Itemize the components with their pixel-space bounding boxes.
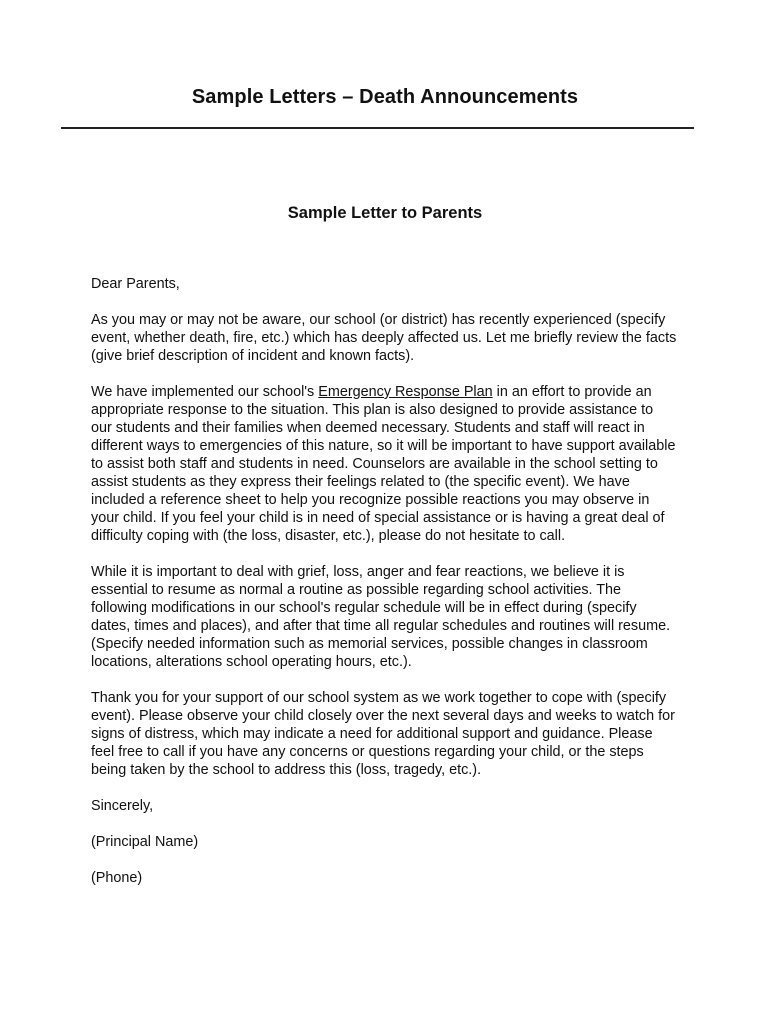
paragraph-2-text: We have implemented our school's [91,384,319,400]
paragraph-2-line: your child. If you feel your child is in need of special assistance or is having a great deal of [91,510,665,526]
paragraph-4-line: signs of distress, which may indicate a need for additional support and guidance. Please [91,726,653,742]
paragraph-2-line: to assist both staff and students in need. Counselors are available in the school setting to [91,456,658,472]
paragraph-2-line: included a reference sheet to help you recognize possible reactions you may observe in [91,492,650,508]
signature-phone: (Phone) [91,870,143,886]
paragraph-3-line: dates, times and places), and after that time all regular schedules and routines will resume. [91,618,671,634]
paragraph-1-line: (give brief description of incident and known facts). [91,348,415,364]
paragraph-4 [91,689,691,779]
emergency-response-plan-link[interactable]: Emergency Response Plan [318,384,493,400]
paragraph-2-line: assist students as they express their feelings related to (the specific event). We have [91,474,630,490]
paragraph-1-line: event, whether death, fire, etc.) which has deeply affected us. Let me briefly review the facts [91,330,677,346]
paragraph-2-first-line [91,383,691,401]
paragraph-3-line: essential to resume as normal a routine as possible regarding school activities. The [91,582,622,598]
paragraph-1 [91,311,691,365]
paragraph-4-line: being taken by the school to address this (loss, tragedy, etc.). [91,762,482,778]
paragraph-3 [91,563,691,671]
document-title: Sample Letters – Death Announcements [191,86,579,108]
paragraph-3-line: (Specify needed information such as memorial services, possible changes in classroom [91,636,648,652]
paragraph-3-line: While it is important to deal with grief, loss, anger and fear reactions, we believe it is [91,564,625,580]
paragraph-2-line: our students and their families when deemed necessary. Students and staff will react in [91,420,645,436]
paragraph-4-line: feel free to call if you have any concerns or questions regarding your child, or the steps [91,744,644,760]
letter-body [91,275,691,905]
paragraph-4-line: Thank you for your support of our school system as we work together to cope with (specify [91,690,667,706]
paragraph-2-text: in an effort to provide an [492,384,652,400]
paragraph-2-line: difficulty coping with (the loss, disaster, etc.), please do not hesitate to call. [91,528,566,544]
letter-heading: Sample Letter to Parents [287,204,483,222]
title-divider [61,127,694,129]
paragraph-2-line: appropriate response to the situation. This plan is also designed to provide assistance to [91,402,654,418]
paragraph-4-line: event). Please observe your child closely over the next several days and weeks to watch for [91,708,675,724]
paragraph-3-line: locations, alterations school operating hours, etc.). [91,654,412,670]
signature-name: (Principal Name) [91,834,199,850]
paragraph-3-line: following modifications in our school's regular schedule will be in effect during (specify [91,600,637,616]
paragraph-2 [91,383,691,545]
paragraph-1-line: As you may or may not be aware, our school (or district) has recently experienced (specify [91,312,666,328]
closing: Sincerely, [91,798,154,814]
salutation: Dear Parents, [91,276,180,292]
paragraph-2-line: different ways to emergencies of this nature, so it will be important to have support available [91,438,676,454]
